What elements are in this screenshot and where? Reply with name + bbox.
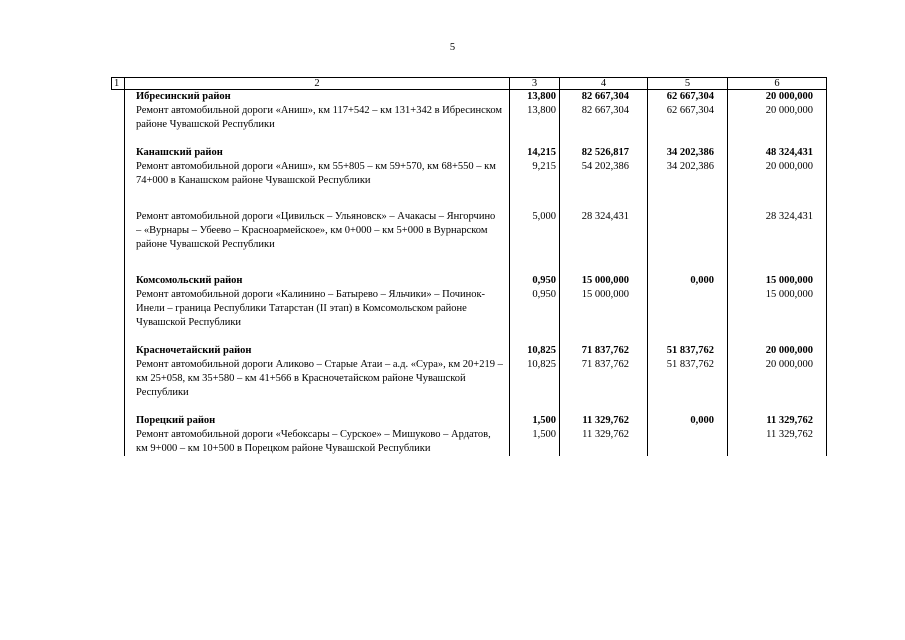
road-repair-table: [111, 77, 827, 456]
road-row: [112, 104, 827, 132]
amount-col6: 48 324,431: [728, 146, 827, 160]
amount-col6: 20 000,000: [728, 358, 827, 400]
amount-col5: 34 202,386: [648, 146, 728, 160]
total-amount: 28 324,431: [560, 210, 648, 252]
amount-col6: 20 000,000: [728, 90, 827, 105]
road-row: [112, 160, 827, 188]
total-amount: 82 526,817: [560, 146, 648, 160]
road-row: [112, 210, 827, 252]
column-header-4: 4: [560, 78, 648, 90]
length-km: 14,215: [510, 146, 560, 160]
column-number-header: [112, 78, 827, 90]
district-row: [112, 90, 827, 105]
district-row: [112, 146, 827, 160]
amount-col5: 34 202,386: [648, 160, 728, 188]
road-description: Ремонт автомобильной дороги «Цивильск – Ульяновск» – Ачакасы – Янгорчино – «Вурнары – Убеево – Красноармейское», км 0+000 – км 5+000 в Вурнарском районе Чувашской Республики: [136, 211, 496, 250]
column-header-3: 3: [510, 78, 560, 90]
amount-col6: 20 000,000: [728, 160, 827, 188]
length-km: 13,800: [510, 90, 560, 105]
total-amount: 11 329,762: [560, 414, 648, 428]
road-description: Ремонт автомобильной дороги «Калинино – Батырево – Яльчики» – Починок-Инели – граница Республики Татарстан (II этап) в Комсомольском районе Чувашской Республики: [125, 288, 510, 330]
amount-col6: 20 000,000: [728, 104, 827, 132]
district-name: Ибресинский район: [125, 90, 510, 105]
length-km: 5,000: [510, 210, 560, 252]
road-row: [112, 358, 827, 400]
amount-col5: [648, 428, 728, 456]
column-header-2: 2: [125, 78, 510, 90]
district-row: [112, 414, 827, 428]
column-header-5: 5: [648, 78, 728, 90]
total-amount: 82 667,304: [560, 90, 648, 105]
length-km: 10,825: [510, 358, 560, 400]
amount-col5: 62 667,304: [648, 90, 728, 105]
spacer-row: [112, 188, 827, 210]
district-name: Комсомольский район: [125, 274, 510, 288]
total-amount: 11 329,762: [560, 428, 648, 456]
amount-col5: 51 837,762: [648, 358, 728, 400]
district-name: Порецкий район: [125, 414, 510, 428]
length-km: 0,950: [510, 274, 560, 288]
amount-col5: 62 667,304: [648, 104, 728, 132]
district-row: [112, 344, 827, 358]
amount-col6: 28 324,431: [728, 210, 827, 252]
total-amount: 82 667,304: [560, 104, 648, 132]
total-amount: 71 837,762: [560, 344, 648, 358]
length-km: 9,215: [510, 160, 560, 188]
spacer-row: [112, 400, 827, 414]
road-description: Ремонт автомобильной дороги Аликово – Старые Атаи – а.д. «Сура», км 20+219 – км 25+058, км 35+580 – км 41+566 в Красночетайском районе Чувашской Республики: [125, 358, 510, 400]
district-row: [112, 274, 827, 288]
total-amount: 15 000,000: [560, 274, 648, 288]
page-number: 5: [449, 42, 456, 53]
road-row: [112, 428, 827, 456]
total-amount: 54 202,386: [560, 160, 648, 188]
spacer-row: [112, 330, 827, 344]
column-header-6: 6: [728, 78, 827, 90]
district-name: Красночетайский район: [125, 344, 510, 358]
length-km: 10,825: [510, 344, 560, 358]
road-description: Ремонт автомобильной дороги «Чебоксары – Сурское» – Мишуково – Ардатов, км 9+000 – км 10+500 в Порецком районе Чувашской Республики: [125, 428, 510, 456]
road-description: Ремонт автомобильной дороги «Аниш», км 117+542 – км 131+342 в Ибресинском районе Чувашской Республики: [125, 104, 510, 132]
length-km: 13,800: [510, 104, 560, 132]
amount-col6: 15 000,000: [728, 288, 827, 330]
amount-col6: 11 329,762: [728, 414, 827, 428]
amount-col5: 0,000: [648, 274, 728, 288]
amount-col6: 11 329,762: [728, 428, 827, 456]
length-km: 1,500: [510, 428, 560, 456]
spacer-row: [112, 252, 827, 274]
amount-col5: [648, 288, 728, 330]
amount-col5: 51 837,762: [648, 344, 728, 358]
road-row: [112, 288, 827, 330]
road-description: Ремонт автомобильной дороги «Аниш», км 55+805 – км 59+570, км 68+550 – км 74+000 в Канашском районе Чувашской Республики: [125, 160, 510, 188]
amount-col6: 15 000,000: [728, 274, 827, 288]
length-km: 0,950: [510, 288, 560, 330]
column-header-1: 1: [112, 78, 125, 90]
total-amount: 71 837,762: [560, 358, 648, 400]
length-km: 1,500: [510, 414, 560, 428]
total-amount: 15 000,000: [560, 288, 648, 330]
amount-col5: [648, 210, 728, 252]
amount-col6: 20 000,000: [728, 344, 827, 358]
amount-col5: 0,000: [648, 414, 728, 428]
district-name: Канашский район: [125, 146, 510, 160]
spacer-row: [112, 132, 827, 146]
